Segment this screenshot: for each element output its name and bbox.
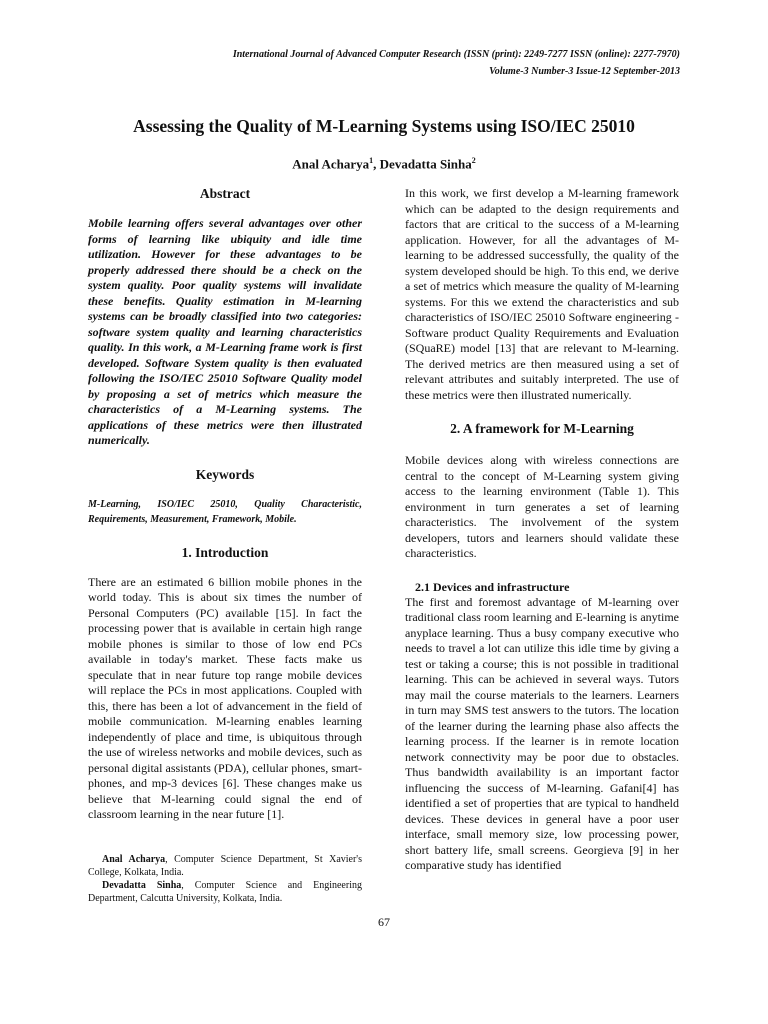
devices-text: The first and foremost advantage of M-learning over traditional class room learning and E-learning is anytime anyplace learning. Thus a busy company executive who needs to travel a lot can utilize this idle time by giving a test or taking a course; this is not possible in traditional learning. This can be achieved in several ways. Tutors may mail the course materials to the learners. Learners in turn may SMS test answers to the tutors. The location of the learner during the learning phase also affects the learning process. If the learner is in remote location network connectivity may be poor due to obstacles. Thus bandwidth availability is an important factor influencing the success of M-learning. Gafani[4] has identified a set of properties that are typical to handheld devices. These devices in general have a poor user interface, small memory size, low processing power, short battery life, small screens. Georgieva [9] in her comparative study has identified: [405, 594, 679, 872]
framework-heading: 2. A framework for M-Learning: [450, 421, 634, 436]
author-2: Devadatta Sinha: [379, 156, 472, 172]
author-1-affiliation-mark: 1: [369, 156, 374, 165]
author-line: [0, 156, 768, 172]
journal-header: [0, 46, 680, 80]
author-1: Anal Acharya: [292, 156, 370, 172]
left-column: [88, 186, 362, 905]
introduction-text: There are an estimated 6 billion mobile phones in the world today. This is about six times the number of Personal Computers (PC) available [15]. In fact the processing power that is available in certain high range mobile phones is similar to those of low end PCs available in today's market. These facts make us speculate that in near future top range mobile devices will replace the PCs in most applications. Coupled with this, there has been a lot of advancement in the field of mobile communication. M-learning enables learning independently of place and time, is ubiquitous through the use of wireless networks and mobile devices, such as personal digital assistants (PDA), cellular phones, smart-phones, and mp-3 devices [6]. These changes make us believe that M-learning could signal the end of classroom learning in the near future [1].: [88, 574, 362, 821]
devices-heading: 2.1 Devices and infrastructure: [415, 579, 570, 594]
abstract-heading: Abstract: [199, 186, 251, 201]
author-2-affiliation-mark: 2: [471, 156, 476, 165]
journal-header-line-2: Volume-3 Number-3 Issue-12 September-2013: [489, 66, 680, 77]
framework-text: Mobile devices along with wireless connections are central to the concept of M-Learning system giving access to the learning environment (Table 1). This environment in turn generates a set of learning characteristics. The involvement of the system developers, tutors and learners should validate these characteristics.: [405, 453, 679, 560]
journal-header-line-1: International Journal of Advanced Computer Research (ISSN (print): 2249-7277 ISSN (online): 2277-7970): [232, 49, 680, 60]
right-intro-text: In this work, we first develop a M-learning framework which can be adapted to the design requirements and factors that are critical to the success of a M-learning application. However, for all the advantages of M-learning to be addressed successfully, the quality of the system developed should be high. To this end, we derive a set of metrics which measure the quality of M-learning systems. For this we extend the characteristics and sub characteristics of ISO/IEC 25010 Software engineering - Software product Quality Requirements and Evaluation (SQuaRE) model [13] that are relevant to M-learning. The derived metrics are then measured using a set of relevant attributes and suitably interpreted. The use of these metrics were then illustrated numerically.: [405, 186, 679, 402]
right-column: [405, 186, 679, 874]
keywords-heading: Keywords: [195, 466, 255, 482]
footnote-author-2: [88, 879, 362, 905]
footnote-author-1-affiliation: , Computer Science Department, St Xavier's College, Kolkata, India.: [88, 853, 363, 878]
introduction-heading: 1. Introduction: [181, 544, 269, 560]
abstract-text: Mobile learning offers several advantages over other forms of learning like ubiquity and idle time utilization. However for these advantages to be properly addressed there should be a check on the system quality. Poor quality systems will invalidate these benefits. Quality estimation in M-learning systems can be broadly classified into two categories: software system quality and learning characteristics quality. In this work, a M-Learning frame work is first developed. Software System quality is then evaluated following the ISO/IEC 25010 Software Quality model by proposing a set of metrics which measure the characteristics of a M-Learning systems. The applications of these metrics were then illustrated numerically.: [88, 216, 362, 447]
footnote-author-2-name: Devadatta Sinha: [102, 879, 182, 891]
page-number: 67: [378, 915, 390, 929]
author-separator: ,: [373, 156, 380, 172]
paper-title: Assessing the Quality of M-Learning Systems using ISO/IEC 25010: [133, 116, 635, 136]
footnote-author-2-affiliation: , Computer Science and Engineering Department, Calcutta University, Kolkata, India.: [88, 879, 362, 904]
keywords-text: M-Learning, ISO/IEC 25010, Quality Characteristic, Requirements, Measurement, Framework, Mobile.: [88, 498, 362, 525]
footnote-author-1-name: Anal Acharya: [102, 853, 166, 865]
footnote-author-1: [88, 853, 362, 879]
author-footnotes: [88, 853, 362, 905]
